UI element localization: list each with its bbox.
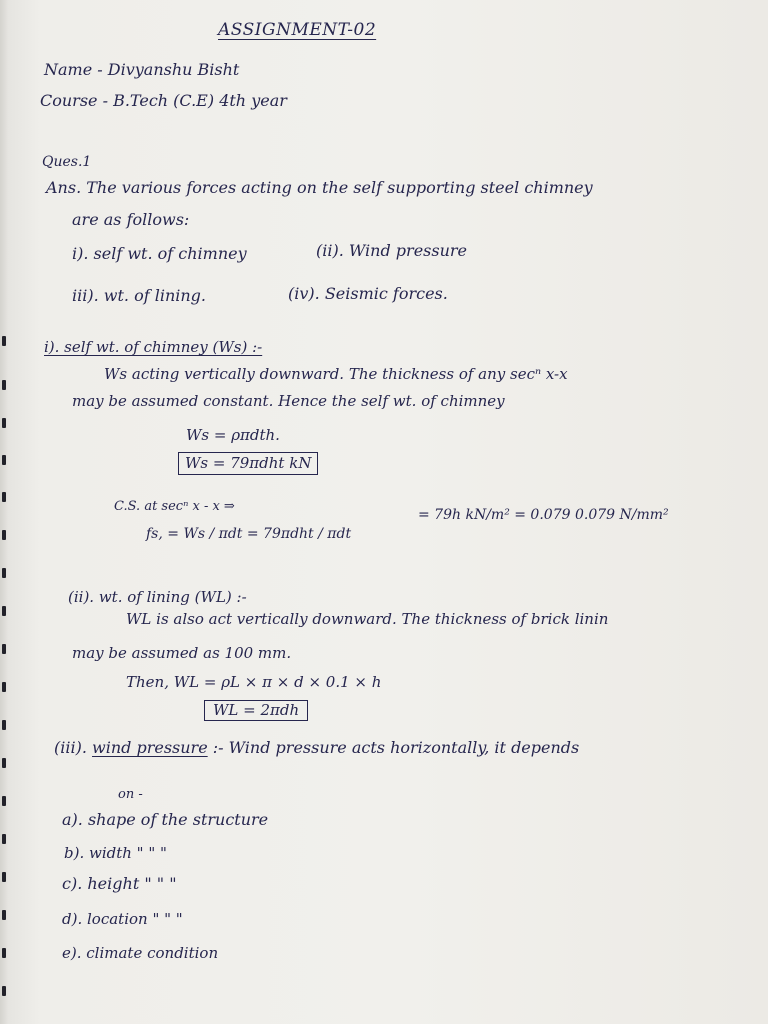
section-ii-line-1: WL is also act vertically downward. The thickness of brick linin bbox=[126, 610, 609, 628]
margin-mark bbox=[2, 910, 6, 920]
margin-mark bbox=[2, 986, 6, 996]
depends-on-label: on - bbox=[118, 787, 143, 802]
question-label: Ques.1 bbox=[42, 154, 92, 170]
force-item-ii: (ii). Wind pressure bbox=[316, 241, 468, 260]
factor-c: c). height " " " bbox=[62, 874, 177, 893]
self-weight-formula: Ws = ρπdth. bbox=[186, 426, 280, 444]
margin-mark bbox=[2, 492, 6, 502]
assignment-title: ASSIGNMENT-02 bbox=[218, 20, 377, 40]
margin-mark bbox=[2, 644, 6, 654]
course-line: Course - B.Tech (C.E) 4th year bbox=[40, 91, 287, 110]
self-weight-result: Ws = 79πdht kN bbox=[178, 452, 318, 475]
section-ii-heading: (ii). wt. of lining (WL) :- bbox=[68, 588, 247, 606]
margin-mark bbox=[2, 530, 6, 540]
section-iii-heading bbox=[54, 740, 579, 756]
factor-a: a). shape of the structure bbox=[62, 810, 269, 829]
margin-mark bbox=[2, 380, 6, 390]
answer-line-2: are as follows: bbox=[72, 210, 190, 229]
lining-weight-formula: Then, WL = ρL × π × d × 0.1 × h bbox=[126, 673, 382, 691]
section-iii-number: (iii). bbox=[54, 738, 93, 757]
section-ii-line-2: may be assumed as 100 mm. bbox=[72, 644, 292, 662]
section-i-line-2: may be assumed constant. Hence the self wt. of chimney bbox=[72, 392, 505, 410]
margin-mark bbox=[2, 418, 6, 428]
student-name: Name - Divyanshu Bisht bbox=[44, 60, 240, 79]
factor-d: d). location " " " bbox=[62, 910, 183, 928]
margin-mark bbox=[2, 758, 6, 768]
margin-mark bbox=[2, 872, 6, 882]
stress-equation-lhs: fs, = Ws / πdt = 79πdht / πdt bbox=[146, 526, 352, 542]
stress-equation-rhs: = 79h kN/m² = 0.079 0.079 N/mm² bbox=[418, 507, 669, 523]
force-item-i: i). self wt. of chimney bbox=[72, 244, 247, 263]
margin-mark bbox=[2, 336, 6, 346]
factor-b: b). width " " " bbox=[64, 844, 167, 862]
margin-mark bbox=[2, 834, 6, 844]
wind-pressure-term: wind pressure bbox=[92, 738, 208, 757]
page-margin-shadow bbox=[0, 0, 8, 1024]
section-iii-text: :- Wind pressure acts horizontally, it depends bbox=[207, 738, 580, 757]
margin-mark bbox=[2, 455, 6, 465]
margin-mark bbox=[2, 568, 6, 578]
margin-mark bbox=[2, 720, 6, 730]
force-item-iv: (iv). Seismic forces. bbox=[288, 284, 448, 303]
lining-weight-result: WL = 2πdh bbox=[204, 700, 308, 721]
factor-e: e). climate condition bbox=[62, 944, 219, 962]
force-item-iii: iii). wt. of lining. bbox=[72, 286, 206, 305]
margin-mark bbox=[2, 606, 6, 616]
section-i-line-1: Ws acting vertically downward. The thickness of any secⁿ x-x bbox=[104, 365, 568, 383]
margin-mark bbox=[2, 948, 6, 958]
margin-mark bbox=[2, 682, 6, 692]
answer-line-1: Ans. The various forces acting on the self supporting steel chimney bbox=[46, 178, 593, 197]
cs-section-line: C.S. at secⁿ x - x ⇒ bbox=[114, 499, 235, 514]
margin-mark bbox=[2, 796, 6, 806]
section-i-heading: i). self wt. of chimney (Ws) :- bbox=[44, 338, 263, 356]
